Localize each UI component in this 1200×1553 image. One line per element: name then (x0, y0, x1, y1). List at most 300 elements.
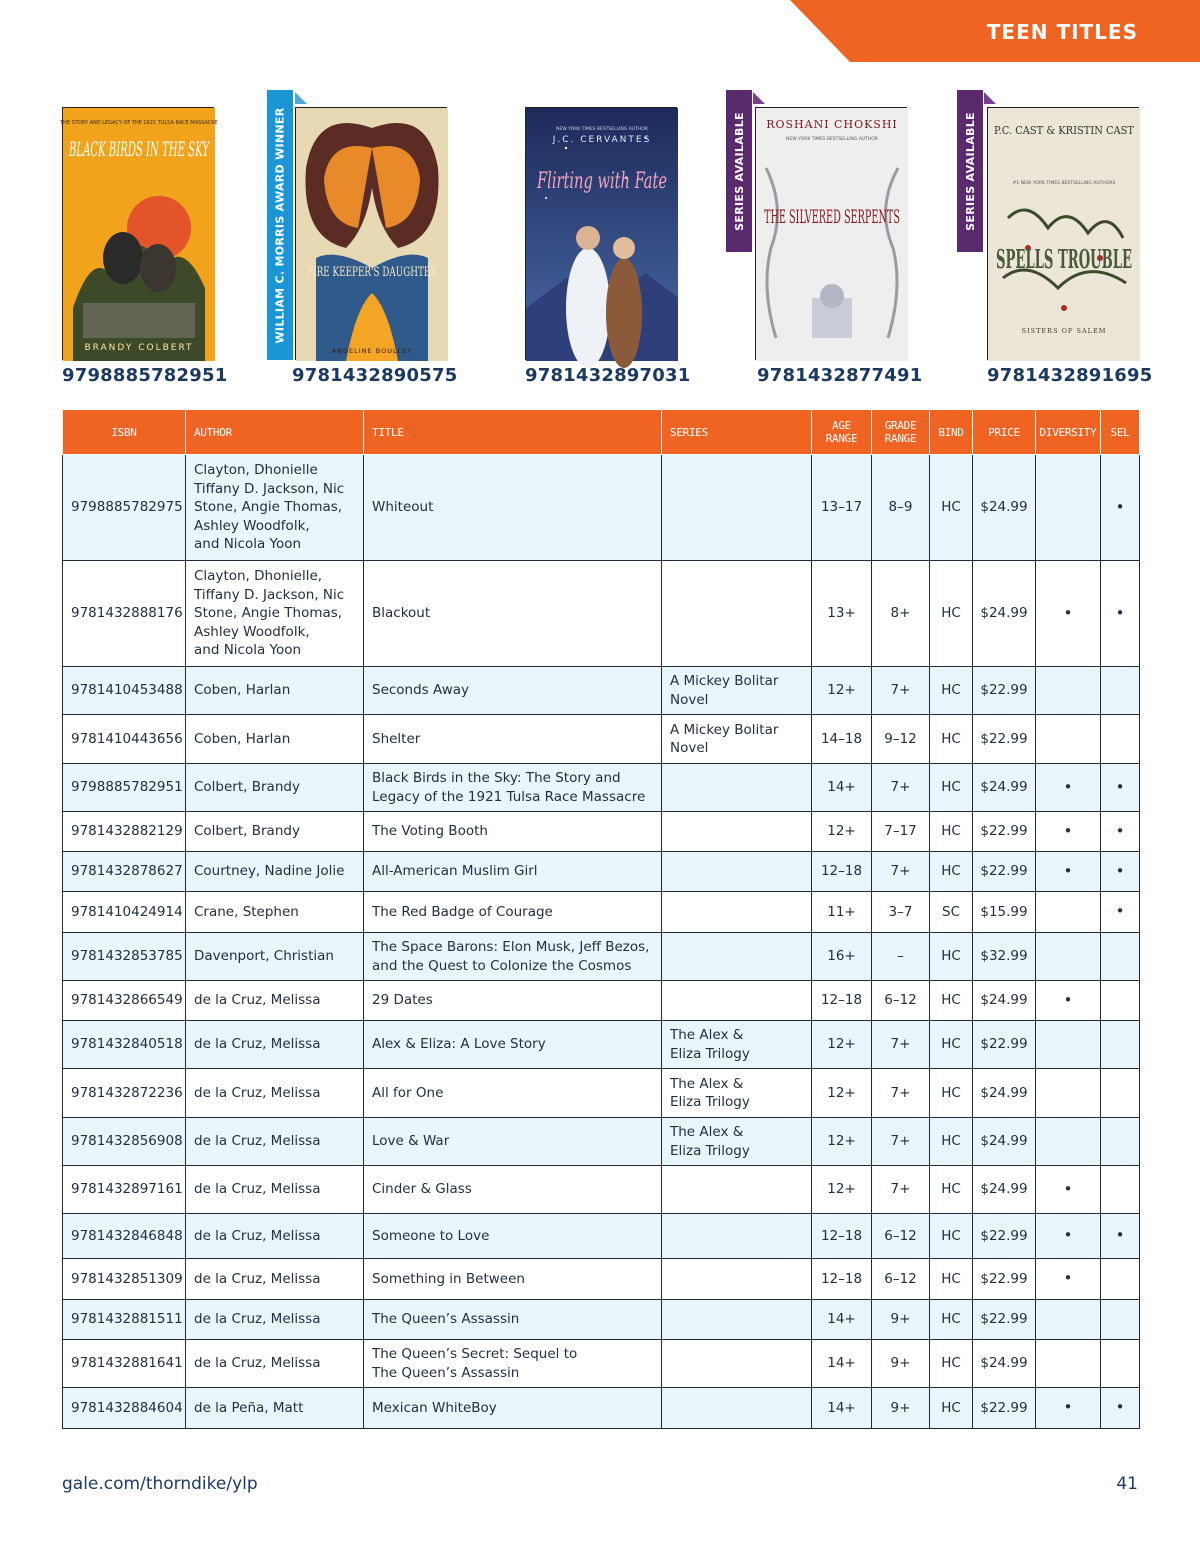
cell-age-range (812, 933, 872, 981)
cell-sel (1101, 1388, 1140, 1429)
cell-bind (930, 1388, 973, 1429)
price-value: $24.99 (980, 605, 1028, 622)
title-line: The Queen’s Assassin (372, 1311, 520, 1328)
cell-title (364, 892, 662, 933)
col-header-author[interactable]: AUTHOR (186, 410, 364, 455)
isbn-value: 9798885782951 (71, 779, 183, 796)
table-header-row (63, 410, 1140, 455)
sel-dot-icon: • (1115, 777, 1125, 796)
cell-sel (1101, 812, 1140, 852)
age-value: 11+ (827, 903, 856, 920)
author-line: Coben, Harlan (194, 730, 291, 747)
table-row[interactable] (63, 1166, 1140, 1214)
cell-price (973, 981, 1036, 1021)
cell-age-range (812, 715, 872, 764)
cell-bind (930, 1166, 973, 1214)
cell-diversity (1036, 1259, 1101, 1300)
cell-title (364, 1021, 662, 1069)
isbn-value: 9781432840518 (71, 1036, 183, 1053)
cover-3-title-art: Flirting with Fate (536, 169, 667, 194)
cell-grade-range (872, 892, 930, 933)
cell-diversity (1036, 1118, 1101, 1166)
isbn-value: 9781432882129 (71, 823, 183, 840)
cell-isbn (63, 812, 186, 852)
title-line: Alex & Eliza: A Love Story (372, 1036, 546, 1053)
cell-series (662, 812, 812, 852)
grade-value: 7+ (890, 1133, 911, 1150)
cover-2-author: ANGELINE BOULLEY (331, 347, 413, 355)
cell-isbn (63, 667, 186, 715)
cell-grade-range (872, 852, 930, 892)
cell-sel (1101, 667, 1140, 715)
table-row[interactable] (63, 981, 1140, 1021)
cell-author (186, 715, 364, 764)
title-line: Blackout (372, 605, 431, 622)
cell-author (186, 892, 364, 933)
cell-bind (930, 1214, 973, 1259)
grade-value: 6–12 (884, 1270, 917, 1287)
bind-value: SC (942, 903, 960, 920)
title-line: The Queen’s Secret: Sequel to (372, 1346, 578, 1362)
cell-isbn (63, 892, 186, 933)
bind-value: HC (941, 779, 961, 796)
footer-url-link[interactable]: gale.com/thorndike/ylp (62, 1474, 258, 1494)
series-line: Eliza Trilogy (670, 1142, 750, 1159)
price-value: $22.99 (980, 1036, 1028, 1053)
col-header-isbn[interactable]: ISBN (63, 410, 186, 455)
cell-age-range (812, 1118, 872, 1166)
price-value: $15.99 (980, 903, 1028, 920)
cell-grade-range (872, 812, 930, 852)
cell-grade-range (872, 1166, 930, 1214)
cell-title (364, 455, 662, 561)
cell-sel (1101, 1259, 1140, 1300)
cell-author (186, 561, 364, 667)
table-row[interactable] (63, 933, 1140, 981)
cell-series (662, 1300, 812, 1340)
age-value: 16+ (827, 948, 856, 965)
series-line: A Mickey Bolitar (670, 673, 779, 689)
age-value: 12+ (827, 1133, 856, 1150)
cell-title (364, 1388, 662, 1429)
cell-sel (1101, 1166, 1140, 1214)
cell-title (364, 764, 662, 812)
table-row[interactable] (63, 1021, 1140, 1069)
cell-author (186, 1259, 364, 1300)
cell-author (186, 1340, 364, 1388)
age-value: 12+ (827, 1084, 856, 1101)
bind-value: HC (941, 948, 961, 965)
cell-price (973, 933, 1036, 981)
cell-grade-range (872, 981, 930, 1021)
cell-grade-range (872, 1388, 930, 1429)
cell-diversity (1036, 1388, 1101, 1429)
table-row[interactable] (63, 561, 1140, 667)
page-number: 41 (1116, 1474, 1138, 1494)
col-header-price[interactable]: PRICE (973, 410, 1036, 455)
table-row[interactable] (63, 764, 1140, 812)
cell-series (662, 933, 812, 981)
cell-diversity (1036, 1166, 1101, 1214)
table-row[interactable] (63, 1118, 1140, 1166)
cell-diversity (1036, 981, 1101, 1021)
title-line: Something in Between (372, 1270, 525, 1287)
author-line: de la Cruz, Melissa (194, 1355, 321, 1372)
grade-value: 7–17 (884, 823, 917, 840)
cell-series (662, 1388, 812, 1429)
cell-sel (1101, 715, 1140, 764)
age-value: 14+ (827, 1311, 856, 1328)
cell-isbn (63, 1214, 186, 1259)
cell-sel (1101, 981, 1140, 1021)
cover-2-title-art: FIRE KEEPER'S DAUGHTER (307, 265, 438, 280)
cell-bind (930, 1069, 973, 1118)
cell-age-range (812, 1214, 872, 1259)
cell-bind (930, 1259, 973, 1300)
cover-2-isbn: 9781432890575 (292, 365, 458, 386)
author-line: de la Cruz, Melissa (194, 1311, 321, 1328)
table-row[interactable] (63, 812, 1140, 852)
isbn-value: 9781432881511 (71, 1311, 183, 1328)
series-line: A Mickey Bolitar (670, 721, 779, 738)
cell-author (186, 764, 364, 812)
title-line: 29 Dates (372, 992, 433, 1009)
isbn-value: 9781432897161 (71, 1181, 183, 1198)
isbn-value: 9781410424914 (71, 903, 183, 920)
cell-age-range (812, 1069, 872, 1118)
author-line: de la Cruz, Melissa (194, 1036, 321, 1053)
book-cover-spells-trouble[interactable] (987, 107, 1139, 360)
cell-diversity (1036, 1214, 1101, 1259)
table-body (63, 455, 1140, 1429)
grade-value: 7+ (890, 779, 911, 796)
cell-price (973, 715, 1036, 764)
title-line: The Red Badge of Courage (372, 903, 553, 920)
cover-3-isbn: 9781432897031 (525, 365, 691, 386)
cell-diversity (1036, 1300, 1101, 1340)
grade-value: 6–12 (884, 1227, 917, 1244)
cell-sel (1101, 1069, 1140, 1118)
cover-1-isbn: 9798885782951 (62, 365, 228, 386)
award-ribbon (267, 90, 293, 360)
title-line: Black Birds in the Sky: The Story and (372, 770, 621, 786)
grade-value: 9+ (890, 1311, 911, 1328)
cover-4-isbn: 9781432877491 (757, 365, 923, 386)
bind-value: HC (941, 1084, 961, 1101)
bind-value: HC (941, 499, 961, 516)
price-value: $22.99 (980, 1311, 1028, 1328)
col-header-diversity[interactable]: DIVERSITY (1036, 410, 1101, 455)
cell-sel (1101, 764, 1140, 812)
cell-isbn (63, 1069, 186, 1118)
table-row[interactable] (63, 667, 1140, 715)
cover-5-isbn: 9781432891695 (987, 365, 1153, 386)
cell-isbn (63, 764, 186, 812)
table-row[interactable] (63, 1340, 1140, 1388)
cell-price (973, 1340, 1036, 1388)
table-row[interactable] (63, 1069, 1140, 1118)
grade-value: 3–7 (888, 903, 913, 920)
author-line: Colbert, Brandy (194, 823, 300, 840)
author-line: Tiffany D. Jackson, Nic (194, 480, 345, 497)
cell-sel (1101, 852, 1140, 892)
cell-bind (930, 561, 973, 667)
cell-bind (930, 892, 973, 933)
author-line: de la Cruz, Melissa (194, 1270, 321, 1287)
age-value: 12–18 (820, 863, 863, 880)
series-ribbon-silvered-serpents (726, 90, 752, 252)
price-value: $22.99 (980, 730, 1028, 747)
isbn-value: 9781432888176 (71, 605, 183, 622)
author-line: de la Cruz, Melissa (194, 992, 321, 1009)
price-value: $24.99 (980, 1181, 1028, 1198)
author-line: Crane, Stephen (194, 903, 299, 920)
age-header-line-2: RANGE (825, 432, 858, 445)
cell-price (973, 1069, 1036, 1118)
cell-series (662, 1021, 812, 1069)
bind-value: HC (941, 1036, 961, 1053)
cover-4-top-text: NEW YORK TIMES BESTSELLING AUTHOR (786, 137, 878, 142)
isbn-value: 9781432866549 (71, 992, 183, 1009)
author-line: Coben, Harlan (194, 682, 291, 699)
table-row[interactable] (63, 455, 1140, 561)
bind-value: HC (941, 863, 961, 880)
cell-bind (930, 715, 973, 764)
cover-4-author: ROSHANI CHOKSHI (766, 118, 898, 131)
cell-sel (1101, 1300, 1140, 1340)
cell-bind (930, 812, 973, 852)
grade-value: 8–9 (888, 499, 913, 516)
grade-value: 7+ (890, 1181, 911, 1198)
cell-author (186, 1388, 364, 1429)
age-value: 12–18 (820, 1227, 863, 1244)
cell-diversity (1036, 667, 1101, 715)
series-line: Eliza Trilogy (670, 1045, 750, 1062)
cell-series (662, 561, 812, 667)
cell-author (186, 1021, 364, 1069)
cell-price (973, 892, 1036, 933)
cell-title (364, 715, 662, 764)
price-value: $24.99 (980, 499, 1028, 516)
table-row[interactable] (63, 1388, 1140, 1429)
cell-grade-range (872, 715, 930, 764)
cell-age-range (812, 455, 872, 561)
cell-diversity (1036, 764, 1101, 812)
price-value: $32.99 (980, 948, 1028, 965)
cell-price (973, 1166, 1036, 1214)
cell-price (973, 561, 1036, 667)
cell-age-range (812, 1259, 872, 1300)
series-line: The Alex & (670, 1075, 744, 1092)
table-row[interactable] (63, 892, 1140, 933)
title-line: The Queen’s Assassin (372, 1364, 520, 1381)
bind-value: HC (941, 1181, 961, 1198)
cell-age-range (812, 1340, 872, 1388)
cell-price (973, 1300, 1036, 1340)
cell-series (662, 852, 812, 892)
isbn-value: 9781410443656 (71, 730, 183, 747)
cell-grade-range (872, 1118, 930, 1166)
table-row[interactable] (63, 852, 1140, 892)
age-value: 14+ (827, 779, 856, 796)
author-line: Ashley Woodfolk, (194, 623, 310, 640)
col-header-age-range[interactable] (812, 410, 872, 455)
author-line: Stone, Angie Thomas, (194, 605, 343, 622)
series-line: The Alex & (670, 1027, 744, 1043)
bind-value: HC (941, 992, 961, 1009)
cell-grade-range (872, 1021, 930, 1069)
cell-isbn (63, 715, 186, 764)
cell-price (973, 812, 1036, 852)
bind-value: HC (941, 1270, 961, 1287)
ribbon-tick-icon (295, 92, 307, 104)
cell-isbn (63, 1166, 186, 1214)
cell-sel (1101, 1021, 1140, 1069)
cell-sel (1101, 1340, 1140, 1388)
cell-title (364, 981, 662, 1021)
cell-isbn (63, 455, 186, 561)
col-header-sel[interactable]: SEL (1101, 410, 1140, 455)
cell-price (973, 852, 1036, 892)
cell-series (662, 981, 812, 1021)
cell-title (364, 1300, 662, 1340)
cell-series (662, 1166, 812, 1214)
author-line: Clayton, Dhonielle (194, 462, 318, 479)
col-header-title[interactable]: TITLE (364, 410, 662, 455)
diversity-dot-icon: • (1063, 1179, 1073, 1198)
cell-title (364, 561, 662, 667)
cell-series (662, 1259, 812, 1300)
bind-value: HC (941, 1311, 961, 1328)
grade-value: 7+ (890, 1036, 911, 1053)
title-line: All-American Muslim Girl (372, 863, 538, 880)
sel-dot-icon: • (1115, 902, 1125, 921)
diversity-dot-icon: • (1063, 990, 1073, 1009)
isbn-value: 9781432872236 (71, 1084, 183, 1101)
cell-diversity (1036, 892, 1101, 933)
cell-sel (1101, 892, 1140, 933)
price-value: $22.99 (980, 682, 1028, 699)
cell-bind (930, 852, 973, 892)
cell-series (662, 1340, 812, 1388)
author-line: de la Cruz, Melissa (194, 1227, 321, 1244)
price-value: $22.99 (980, 1399, 1028, 1416)
col-header-series[interactable]: SERIES (662, 410, 812, 455)
bind-value: HC (941, 1355, 961, 1372)
cell-bind (930, 1340, 973, 1388)
cell-title (364, 1118, 662, 1166)
cell-bind (930, 981, 973, 1021)
cell-grade-range (872, 455, 930, 561)
title-line: The Space Barons: Elon Musk, Jeff Bezos, (372, 939, 650, 955)
age-value: 14+ (827, 1355, 856, 1372)
isbn-value: 9781432881641 (71, 1355, 183, 1372)
author-line: Clayton, Dhonielle, (194, 568, 323, 585)
cell-diversity (1036, 852, 1101, 892)
title-line: All for One (372, 1084, 444, 1101)
author-line: de la Cruz, Melissa (194, 1084, 321, 1101)
table-row[interactable] (63, 1214, 1140, 1259)
cell-isbn (63, 1118, 186, 1166)
book-cover-firekeepers-daughter[interactable] (295, 107, 447, 360)
table-row[interactable] (63, 715, 1140, 764)
cell-series (662, 892, 812, 933)
cell-age-range (812, 1388, 872, 1429)
price-value: $22.99 (980, 1270, 1028, 1287)
cell-diversity (1036, 1069, 1101, 1118)
title-line: and the Quest to Colonize the Cosmos (372, 957, 632, 974)
author-line: Stone, Angie Thomas, (194, 499, 343, 516)
author-line: Ashley Woodfolk, (194, 517, 310, 534)
cell-diversity (1036, 455, 1101, 561)
book-cover-flirting-with-fate[interactable] (525, 107, 677, 360)
cell-isbn (63, 981, 186, 1021)
book-cover-black-birds[interactable] (60, 107, 218, 360)
cell-bind (930, 1300, 973, 1340)
cell-diversity (1036, 1021, 1101, 1069)
sel-dot-icon: • (1115, 861, 1125, 880)
cover-3-author: J.C. CERVANTES (552, 135, 652, 145)
cell-isbn (63, 933, 186, 981)
price-value: $22.99 (980, 823, 1028, 840)
table-row[interactable] (63, 1300, 1140, 1340)
grade-value: 9–12 (884, 730, 917, 747)
title-line: Shelter (372, 730, 421, 747)
cell-author (186, 933, 364, 981)
cell-author (186, 1069, 364, 1118)
diversity-dot-icon: • (1063, 821, 1073, 840)
series-line: Eliza Trilogy (670, 1094, 750, 1110)
cover-5-title-art: SPELLS TROUBLE (996, 245, 1132, 275)
cell-age-range (812, 1021, 872, 1069)
title-line: Mexican WhiteBoy (372, 1399, 497, 1416)
cell-series (662, 1118, 812, 1166)
bind-value: HC (941, 605, 961, 622)
book-cover-silvered-serpents[interactable] (755, 107, 907, 360)
diversity-dot-icon: • (1063, 777, 1073, 796)
col-header-bind[interactable]: BIND (930, 410, 973, 455)
grade-value: 7+ (890, 863, 911, 880)
cell-price (973, 1118, 1036, 1166)
cell-title (364, 1166, 662, 1214)
title-line: Love & War (372, 1133, 450, 1150)
bind-value: HC (941, 1133, 961, 1150)
cover-4-title-art: THE SILVERED SERPENTS (764, 206, 900, 228)
series-ribbon-spells-trouble (957, 90, 983, 252)
title-line: Whiteout (372, 499, 434, 516)
cover-5-top-text: #1 NEW YORK TIMES BESTSELLING AUTHORS (1012, 181, 1116, 186)
cell-age-range (812, 561, 872, 667)
age-header-line-1: AGE (832, 419, 851, 432)
col-header-grade-range[interactable] (872, 410, 930, 455)
cell-age-range (812, 1300, 872, 1340)
cell-series (662, 455, 812, 561)
cell-author (186, 455, 364, 561)
cell-series (662, 1214, 812, 1259)
table-row[interactable] (63, 1259, 1140, 1300)
cover-1-title-art: BLACK BIRDS IN THE SKY (68, 137, 210, 161)
cell-author (186, 1118, 364, 1166)
isbn-value: 9781432851309 (71, 1270, 183, 1287)
cell-title (364, 1259, 662, 1300)
cell-series (662, 764, 812, 812)
cover-1-author: BRANDY COLBERT (84, 343, 194, 353)
cell-grade-range (872, 667, 930, 715)
series-ribbon-text: SERIES AVAILABLE (963, 111, 977, 231)
bind-value: HC (941, 682, 961, 699)
grade-value: 7+ (890, 1084, 911, 1101)
sel-dot-icon: • (1115, 1398, 1125, 1417)
